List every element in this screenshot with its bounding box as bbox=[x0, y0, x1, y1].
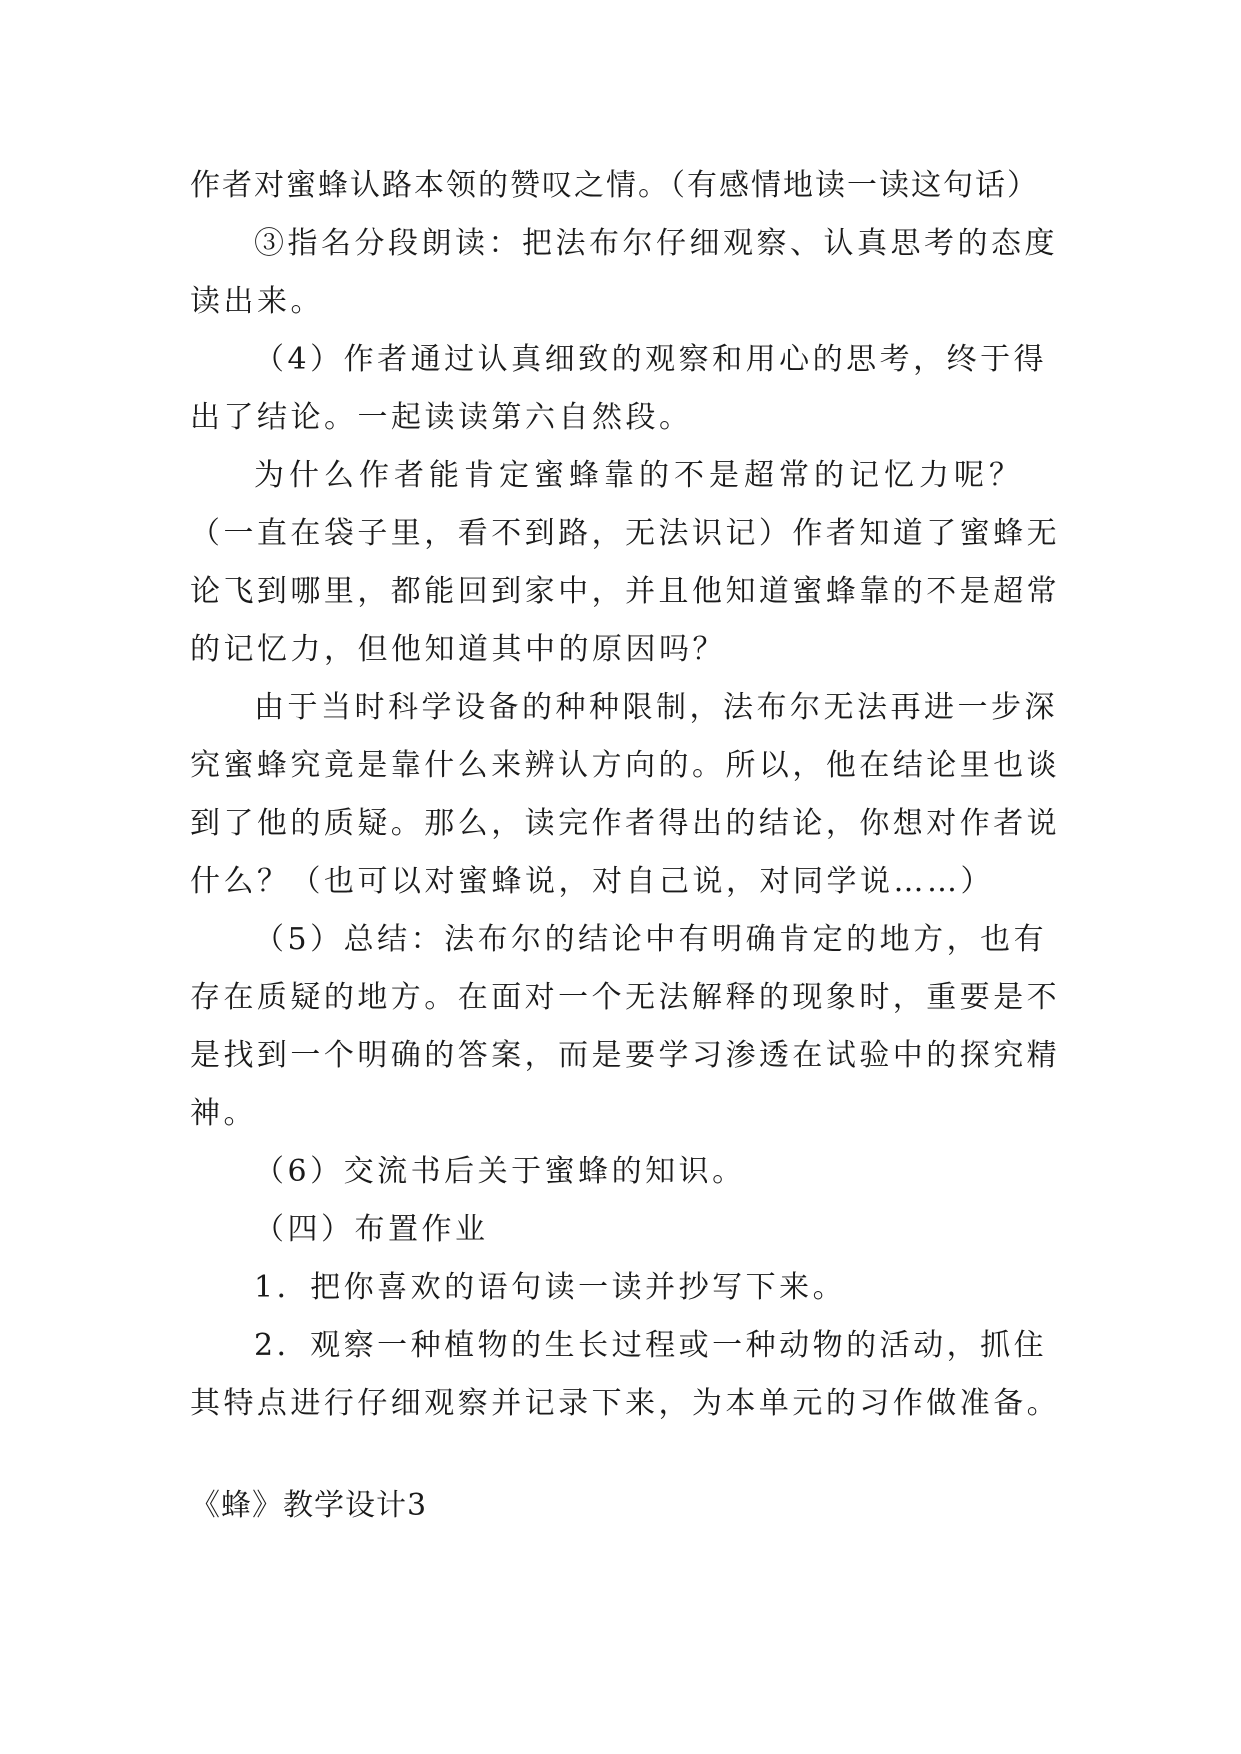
text-line-12: 到了他的质疑。那么，读完作者得出的结论，你想对作者说 bbox=[190, 806, 1061, 841]
text-line-4: （4）作者通过认真细致的观察和用心的思考，终于得 bbox=[254, 342, 1048, 377]
text-line-3: 读出来。 bbox=[190, 284, 324, 319]
text-line-15: 存在质疑的地方。在面对一个无法解释的现象时，重要是不 bbox=[190, 980, 1061, 1015]
text-line-20: 1．把你喜欢的语句读一读并抄写下来。 bbox=[254, 1270, 847, 1305]
text-line-16: 是找到一个明确的答案，而是要学习渗透在试验中的探究精 bbox=[190, 1038, 1061, 1073]
text-line-10: 由于当时科学设备的种种限制，法布尔无法再进一步深 bbox=[254, 690, 1058, 725]
text-line-6: 为什么作者能肯定蜜蜂靠的不是超常的记忆力呢？ bbox=[254, 458, 1024, 493]
section-title: 《蜂》教学设计3 bbox=[190, 1488, 428, 1523]
text-line-11: 究蜜蜂究竟是靠什么来辨认方向的。所以，他在结论里也谈 bbox=[190, 748, 1061, 783]
text-line-14: （5）总结：法布尔的结论中有明确肯定的地方，也有 bbox=[254, 922, 1048, 957]
text-line-2: ③指名分段朗读：把法布尔仔细观察、认真思考的态度 bbox=[254, 226, 1058, 261]
text-line-7: （一直在袋子里，看不到路，无法识记）作者知道了蜜蜂无 bbox=[190, 516, 1061, 551]
text-line-18: （6）交流书后关于蜜蜂的知识。 bbox=[254, 1154, 746, 1189]
text-line-19: （四）布置作业 bbox=[254, 1212, 489, 1247]
text-line-1: 作者对蜜蜂认路本领的赞叹之情。（有感情地读一读这句话） bbox=[190, 168, 1039, 203]
text-line-9: 的记忆力，但他知道其中的原因吗？ bbox=[190, 632, 726, 667]
text-line-21: 2．观察一种植物的生长过程或一种动物的活动，抓住 bbox=[254, 1328, 1048, 1363]
text-line-13: 什么？（也可以对蜜蜂说，对自己说，对同学说……） bbox=[190, 864, 994, 899]
text-line-8: 论飞到哪里，都能回到家中，并且他知道蜜蜂靠的不是超常 bbox=[190, 574, 1061, 609]
text-line-22: 其特点进行仔细观察并记录下来，为本单元的习作做准备。 bbox=[190, 1386, 1061, 1421]
text-line-17: 神。 bbox=[190, 1096, 257, 1131]
text-line-5: 出了结论。一起读读第六自然段。 bbox=[190, 400, 693, 435]
